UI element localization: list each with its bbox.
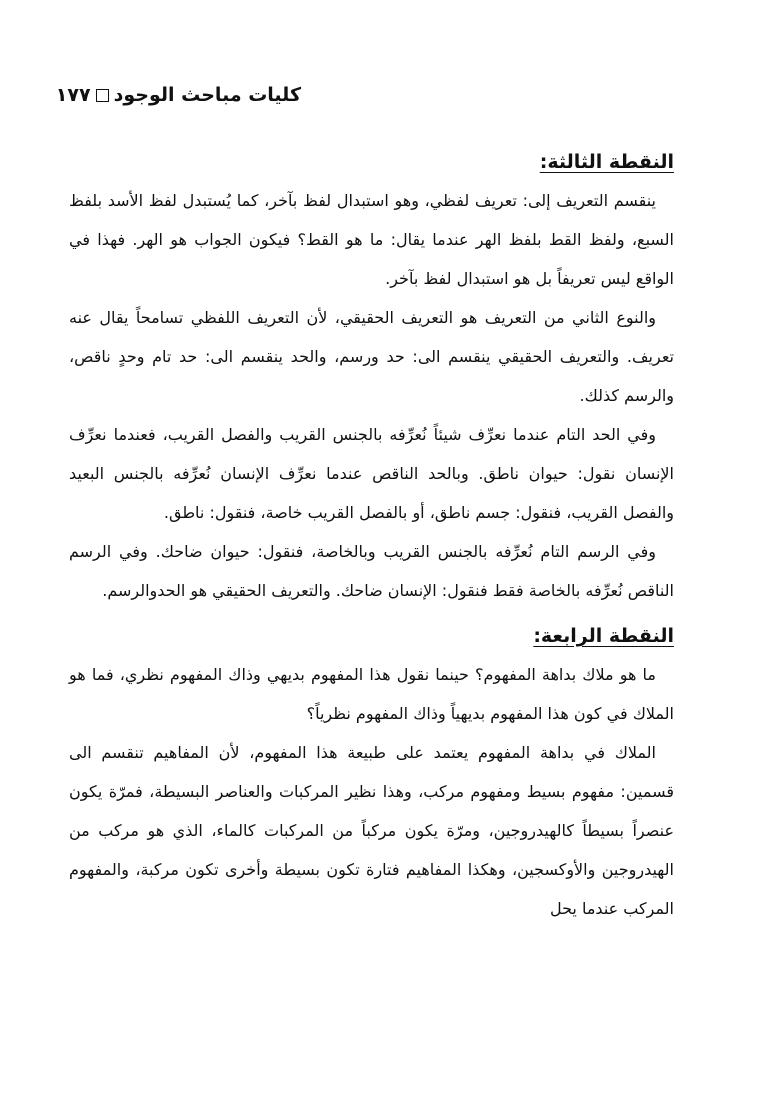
section-heading: النقطة الثالثة:	[539, 151, 674, 173]
paragraph: والنوع الثاني من التعريف هو التعريف الحقيقي، لأن التعريف اللفظي تسامحاً يقال عنه تعريف. والتعريف الحقيقي ينقسم الى: حد ورسم، والحد ينقسم الى: حد تام وحدٍ ناقص، والرسم كذلك.	[69, 308, 674, 405]
square-separator-icon	[96, 89, 109, 102]
paragraph: الملاك في بداهة المفهوم يعتمد على طبيعة هذا المفهوم، لأن المفاهيم تنقسم الى قسمين: مفهوم بسيط ومفهوم مركب، وهذا نظير المركبات والعناصر البسيطة، فمرّة يكون عنصراً بسيطاً كالهيدروجين، ومرّة يكون مركباً من المركبات كالماء، الذي هو مركب من الهيدروجين والأوكسجين، وهكذا المفاهيم فتارة تكون بسيطة وأخرى تكون مركبة، والمفهوم المركب عندما يحل	[69, 743, 674, 918]
page-number: ١٧٧	[55, 84, 91, 106]
paragraph: ما هو ملاك بداهة المفهوم؟ حينما نقول هذا المفهوم بديهي وذاك المفهوم نظري، فما هو الملاك في كون هذا المفهوم بديهياً وذاك المفهوم نظرياً؟	[69, 665, 674, 723]
section-heading: النقطة الرابعة:	[533, 625, 674, 647]
section-point-four	[69, 624, 674, 928]
book-title: كليات مباحث الوجود	[113, 84, 301, 106]
paragraph: وفي الحد التام عندما نعرِّف شيئاً نُعرِّفه بالجنس القريب والفصل القريب، فعندما نعرِّف الإنسان نقول: حيوان ناطق. وبالحد الناقص عندما نعرِّف الإنسان نُعرِّفه بالجنس البعيد والفصل القريب، فنقول: جسم ناطق، أو بالفصل القريب خاصة، فنقول: ناطق.	[69, 425, 674, 522]
running-header	[55, 84, 301, 106]
page-body	[69, 150, 674, 928]
section-point-three	[69, 150, 674, 610]
paragraph: وفي الرسم التام نُعرِّفه بالجنس القريب وبالخاصة، فنقول: حيوان ضاحك. وفي الرسم الناقص نُعرِّفه بالخاصة فقط فنقول: الإنسان ضاحك. والتعريف الحقيقي هو الحدوالرسم.	[69, 542, 674, 600]
paragraph: ينقسم التعريف إلى: تعريف لفظي، وهو استبدال لفظ بآخر، كما يُستبدل لفظ الأسد بلفظ السبع، ولفظ القط بلفظ الهر عندما يقال: ما هو القط؟ فيكون الجواب هو الهر. فهذا في الواقع ليس تعريفاً بل هو استبدال لفظ بآخر.	[69, 191, 674, 288]
